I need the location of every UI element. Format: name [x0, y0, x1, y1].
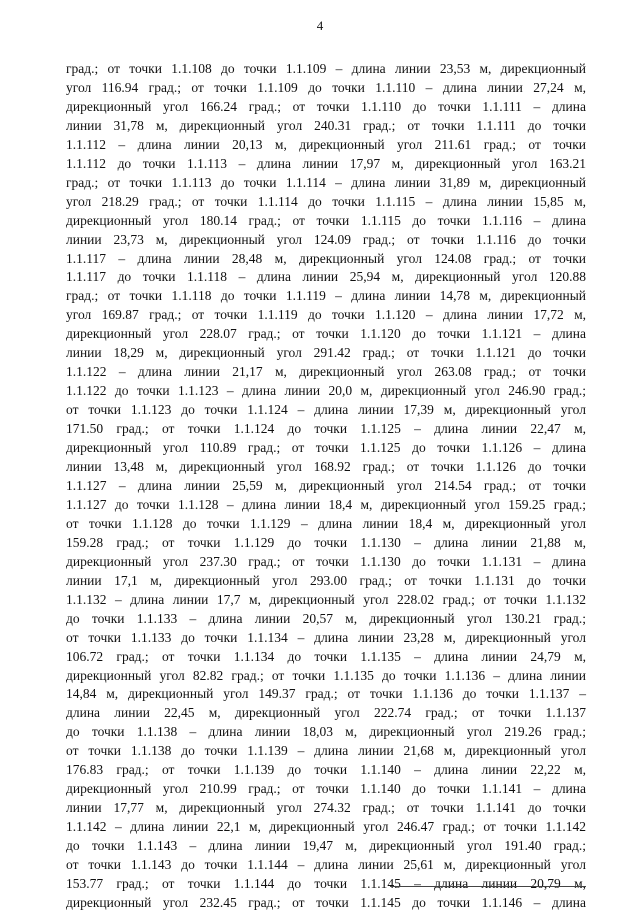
text-line: угол 218.29 град.; от точки 1.1.114 до точки 1.1.115 – длина линии 15,85 м,	[66, 193, 586, 209]
text-line: 153.77 град.; от точки 1.1.144 до точки 1.1.145 – длина линии 20,79 м,	[66, 875, 586, 891]
text-line: от точки 1.1.138 до точки 1.1.139 – длина линии 21,68 м, дирекционный угол	[66, 743, 586, 759]
text-line: до точки 1.1.133 – длина линии 20,57 м, дирекционный угол 130.21 град.;	[66, 610, 586, 626]
text-line: дирекционный угол 237.30 град.; от точки 1.1.130 до точки 1.1.131 – длина	[66, 553, 586, 569]
text-line: 106.72 град.; от точки 1.1.134 до точки 1.1.135 – длина линии 24,79 м,	[66, 648, 586, 664]
text-line: 159.28 град.; от точки 1.1.129 до точки 1.1.130 – длина линии 21,88 м,	[66, 534, 586, 550]
text-line: 14,84 м, дирекционный угол 149.37 град.; от точки 1.1.136 до точки 1.1.137 –	[66, 686, 586, 702]
text-line: дирекционный угол 180.14 град.; от точки 1.1.115 до точки 1.1.116 – длина	[66, 212, 586, 228]
text-line: 1.1.132 – длина линии 17,7 м, дирекционный угол 228.02 град.; от точки 1.1.132	[66, 591, 586, 607]
text-line: от точки 1.1.143 до точки 1.1.144 – длина линии 25,61 м, дирекционный угол	[66, 857, 586, 873]
text-line: от точки 1.1.128 до точки 1.1.129 – длина линии 18,4 м, дирекционный угол	[66, 515, 586, 531]
text-line: 1.1.122 – длина линии 21,17 м, дирекционный угол 263.08 град.; от точки	[66, 364, 586, 380]
text-line: 176.83 град.; от точки 1.1.139 до точки 1.1.140 – длина линии 22,22 м,	[66, 762, 586, 778]
text-line: град.; от точки 1.1.118 до точки 1.1.119 – длина линии 14,78 м, дирекционный	[66, 288, 586, 304]
text-line: град.; от точки 1.1.113 до точки 1.1.114 – длина линии 31,89 м, дирекционный	[66, 174, 586, 190]
text-line: линии 17,1 м, дирекционный угол 293.00 град.; от точки 1.1.131 до точки	[66, 572, 586, 588]
text-line: 1.1.127 – длина линии 25,59 м, дирекционный угол 214.54 град.; от точки	[66, 477, 586, 493]
text-line: 1.1.122 до точки 1.1.123 – длина линии 20,0 м, дирекционный угол 246.90 град.;	[66, 383, 586, 399]
text-line: 1.1.117 до точки 1.1.118 – длина линии 25,94 м, дирекционный угол 120.88	[66, 269, 586, 285]
text-line: 1.1.127 до точки 1.1.128 – длина линии 18,4 м, дирекционный угол 159.25 град.;	[66, 496, 586, 512]
page-number: 4	[316, 18, 324, 33]
text-line: 1.1.112 – длина линии 20,13 м, дирекционный угол 211.61 град.; от точки	[66, 136, 586, 152]
text-line: линии 31,78 м, дирекционный угол 240.31 град.; от точки 1.1.111 до точки	[66, 117, 586, 133]
text-line: от точки 1.1.133 до точки 1.1.134 – длина линии 23,28 м, дирекционный угол	[66, 629, 586, 645]
text-line: угол 169.87 град.; от точки 1.1.119 до точки 1.1.120 – длина линии 17,72 м,	[66, 307, 586, 323]
text-line: линии 13,48 м, дирекционный угол 168.92 град.; от точки 1.1.126 до точки	[66, 459, 586, 475]
text-line: 1.1.142 – длина линии 22,1 м, дирекционный угол 246.47 град.; от точки 1.1.142	[66, 819, 586, 835]
text-line: дирекционный угол 228.07 град.; от точки 1.1.120 до точки 1.1.121 – длина	[66, 326, 586, 342]
text-line: до точки 1.1.143 – длина линии 19,47 м, дирекционный угол 191.40 град.;	[66, 838, 586, 854]
text-line: длина линии 22,45 м, дирекционный угол 222.74 град.; от точки 1.1.137	[66, 705, 586, 721]
text-line: линии 18,29 м, дирекционный угол 291.42 град.; от точки 1.1.121 до точки	[66, 345, 586, 361]
text-line: 1.1.112 до точки 1.1.113 – длина линии 17,97 м, дирекционный угол 163.21	[66, 155, 586, 171]
text-line: от точки 1.1.123 до точки 1.1.124 – длина линии 17,39 м, дирекционный угол	[66, 402, 586, 418]
text-line: линии 23,73 м, дирекционный угол 124.09 град.; от точки 1.1.116 до точки	[66, 231, 586, 247]
document-body	[66, 60, 586, 913]
text-line: 1.1.117 – длина линии 28,48 м, дирекционный угол 124.08 град.; от точки	[66, 250, 586, 266]
text-line: угол 116.94 град.; от точки 1.1.109 до точки 1.1.110 – длина линии 27,24 м,	[66, 79, 586, 95]
text-line: дирекционный угол 110.89 град.; от точки 1.1.125 до точки 1.1.126 – длина	[66, 440, 586, 456]
text-line: дирекционный угол 232.45 град.; от точки 1.1.145 до точки 1.1.146 – длина	[66, 894, 586, 910]
footer-divider	[390, 886, 586, 887]
text-line: линии 17,77 м, дирекционный угол 274.32 град.; от точки 1.1.141 до точки	[66, 800, 586, 816]
text-line: дирекционный угол 210.99 град.; от точки 1.1.140 до точки 1.1.141 – длина	[66, 781, 586, 797]
text-line: до точки 1.1.138 – длина линии 18,03 м, дирекционный угол 219.26 град.;	[66, 724, 586, 740]
text-line: град.; от точки 1.1.108 до точки 1.1.109 – длина линии 23,53 м, дирекционный	[66, 61, 586, 76]
text-line: дирекционный угол 166.24 град.; от точки 1.1.110 до точки 1.1.111 – длина	[66, 98, 586, 114]
text-line: 171.50 град.; от точки 1.1.124 до точки 1.1.125 – длина линии 22,47 м,	[66, 421, 586, 437]
text-line: дирекционный угол 82.82 град.; от точки 1.1.135 до точки 1.1.136 – длина линии	[66, 667, 586, 683]
